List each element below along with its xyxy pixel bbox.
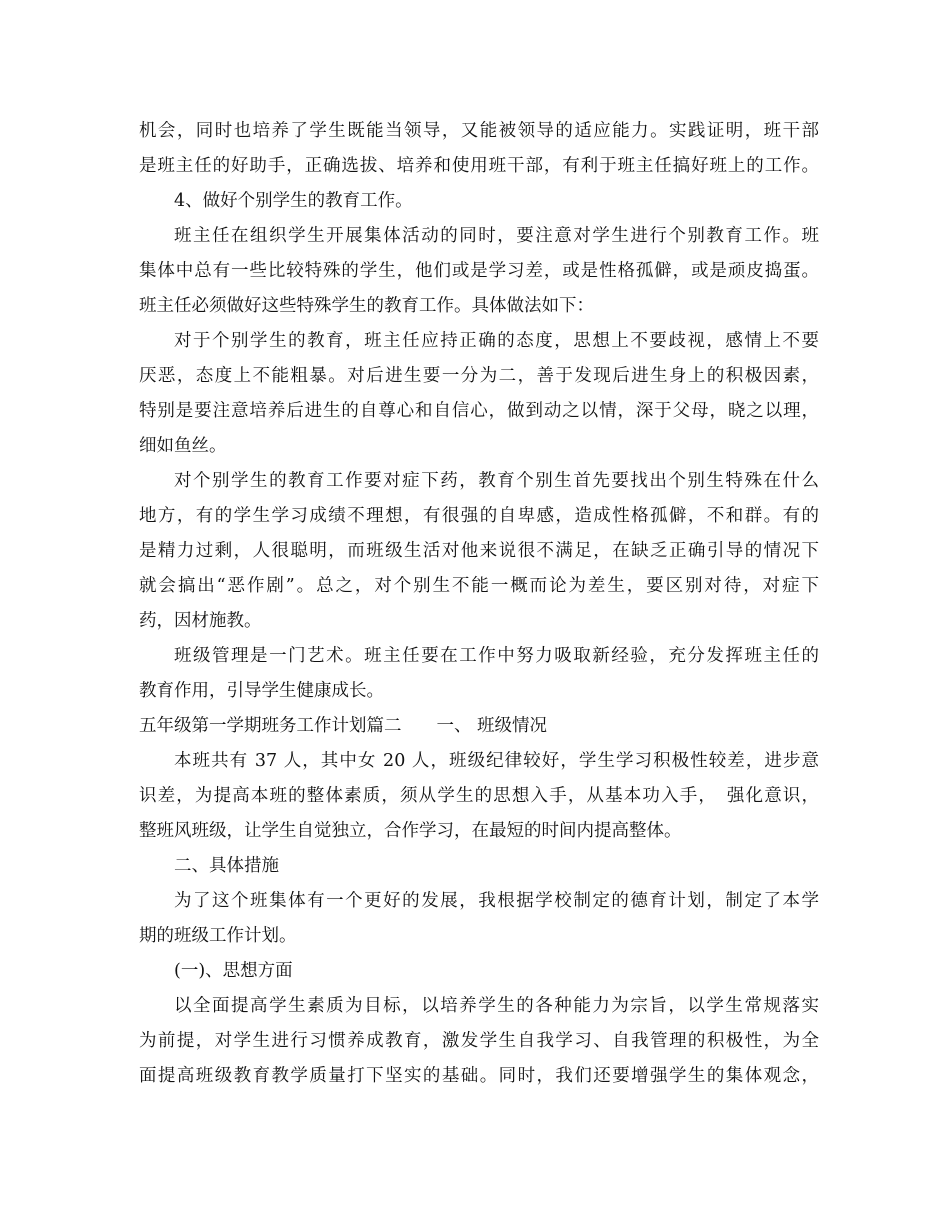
text-line: 4、做好个别学生的教育工作。 xyxy=(174,191,413,211)
text-line: 为前提，对学生进行习惯养成教育，激发学生自我学习、自我管理的积极性，为全 xyxy=(139,1031,819,1051)
text-line: 识差，为提高本班的整体素质，须从学生的思想入手，从基本功入手， 强化意识， xyxy=(139,786,819,806)
text-line: 药，因材施教。 xyxy=(139,611,262,631)
text-line: 就会搞出“恶作剧”。总之，对个别生不能一概而论为差生，要区别对待，对症下 xyxy=(139,576,819,596)
text-line: 班主任必须做好这些特殊学生的教育工作。具体做法如下： xyxy=(139,296,594,316)
text-line: 对于个别学生的教育，班主任应持正确的态度，思想上不要歧视，感情上不要 xyxy=(174,331,819,351)
text-line: 为了这个班集体有一个更好的发展，我根据学校制定的德育计划，制定了本学 xyxy=(174,891,819,911)
text-line: 班级管理是一门艺术。班主任要在工作中努力吸取新经验，充分发挥班主任的 xyxy=(174,646,819,666)
text-line: 本班共有 37 人，其中女 20 人，班级纪律较好，学生学习积极性较差，进步意 xyxy=(174,751,819,771)
text-line: (一)、思想方面 xyxy=(174,961,293,981)
text-line: 是班主任的好助手，正确选拔、培养和使用班干部，有利于班主任搞好班上的工作。 xyxy=(139,156,819,176)
text-line: 厌恶，态度上不能粗暴。对后进生要一分为二，善于发现后进生身上的积极因素， xyxy=(139,366,819,386)
text-line: 特别是要注意培养后进生的自尊心和自信心，做到动之以情，深于父母，晓之以理， xyxy=(139,401,819,421)
text-line: 以全面提高学生素质为目标，以培养学生的各种能力为宗旨，以学生常规落实 xyxy=(174,996,819,1016)
text-line: 二、具体措施 xyxy=(174,856,279,876)
text-line: 期的班级工作计划。 xyxy=(139,926,297,946)
text-line: 面提高班级教育教学质量打下坚实的基础。同时，我们还要增强学生的集体观念， xyxy=(139,1066,819,1086)
text-line: 机会，同时也培养了学生既能当领导，又能被领导的适应能力。实践证明，班干部 xyxy=(139,121,819,141)
document-body xyxy=(139,114,819,1094)
text-line: 地方，有的学生学习成绩不理想，有很强的自卑感，造成性格孤僻，不和群。有的 xyxy=(139,506,819,526)
text-line: 五年级第一学期班务工作计划篇二 一、 班级情况 xyxy=(139,716,548,736)
text-line: 细如鱼丝。 xyxy=(139,436,227,456)
text-line: 是精力过剩，人很聪明，而班级生活对他来说很不满足，在缺乏正确引导的情况下 xyxy=(139,541,819,561)
text-line: 整班风班级，让学生自觉独立，合作学习，在最短的时间内提高整体。 xyxy=(139,821,682,841)
text-line: 对个别学生的教育工作要对症下药，教育个别生首先要找出个别生特殊在什么 xyxy=(174,471,819,491)
text-line: 教育作用，引导学生健康成长。 xyxy=(139,681,384,701)
text-line: 集体中总有一些比较特殊的学生，他们或是学习差，或是性格孤僻，或是顽皮捣蛋。 xyxy=(139,261,819,281)
text-line: 班主任在组织学生开展集体活动的同时，要注意对学生进行个别教育工作。班 xyxy=(174,226,819,246)
